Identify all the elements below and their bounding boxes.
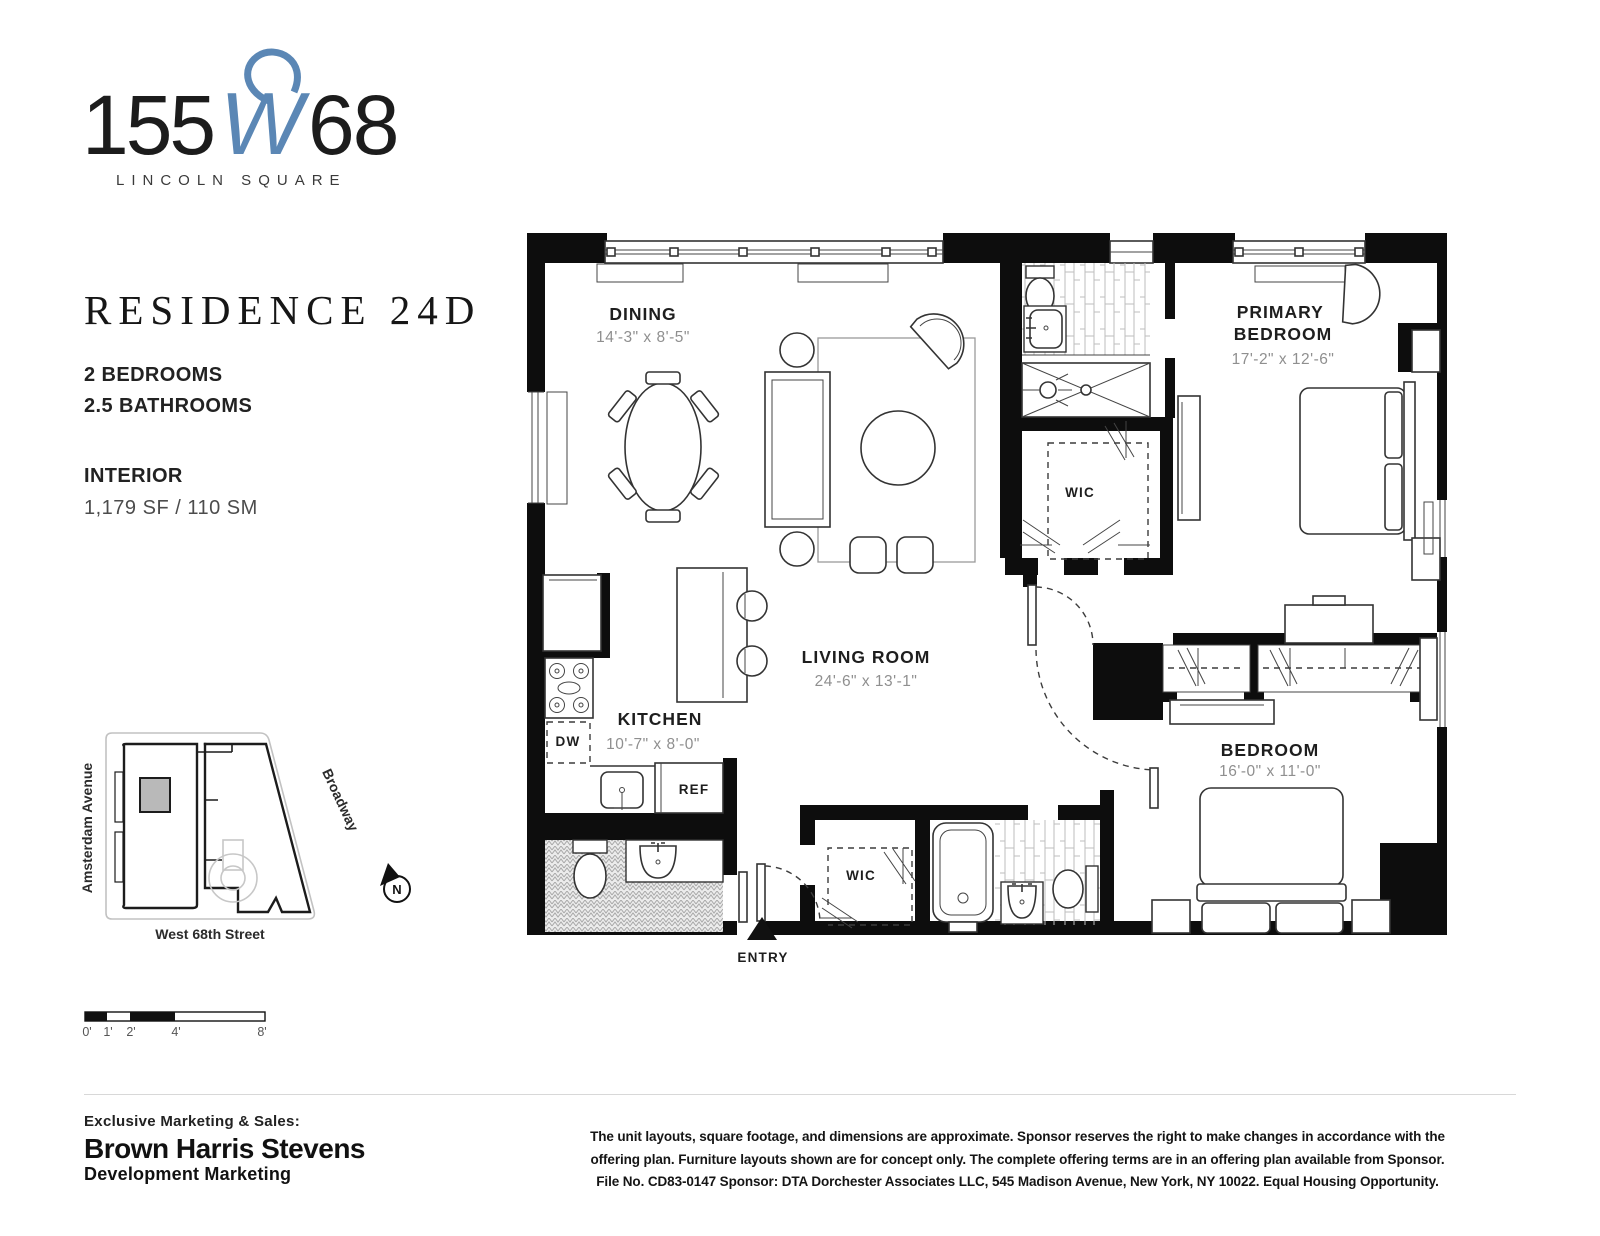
interior-label: INTERIOR <box>84 465 183 487</box>
ottoman-1 <box>850 537 886 573</box>
residence-title: RESIDENCE 24D <box>84 287 482 333</box>
window-bath-primary <box>1110 241 1153 263</box>
bath2-toilet <box>1053 866 1098 912</box>
logo-w: W <box>220 74 304 173</box>
dims-bedroom: 16'-0" x 11'-0" <box>1219 763 1321 780</box>
powder-toilet <box>573 840 607 898</box>
label-dw: DW <box>555 734 581 749</box>
nightstand-primary-1 <box>1412 330 1440 372</box>
footer-divider <box>84 1094 1516 1095</box>
label-dining: DINING <box>609 304 677 324</box>
primary-console <box>1285 596 1373 643</box>
bath2-sink <box>1001 882 1043 924</box>
svg-text:0': 0' <box>82 1025 92 1039</box>
label-bedroom: BEDROOM <box>1220 740 1320 760</box>
label-living-room: LIVING ROOM <box>801 647 931 667</box>
dining-set <box>607 372 719 522</box>
primary-bed <box>1300 382 1415 540</box>
floor-plan <box>500 225 1470 970</box>
powder-door-leaf <box>739 872 747 922</box>
disclaimer-line-3: File No. CD83-0147 Sponsor: DTA Dorchester Associates LLC, 545 Madison Avenue, New York, NY 10022. Equal Housing Opportunity. <box>596 1174 1439 1189</box>
bedroom-bench <box>1170 700 1274 724</box>
building-logo <box>80 42 420 192</box>
nightstand-primary-2 <box>1412 538 1440 580</box>
stool-1 <box>737 591 767 621</box>
svg-text:N: N <box>392 882 402 897</box>
bedroom-bed <box>1197 788 1346 933</box>
window-seat-dining <box>597 264 683 282</box>
site-map <box>70 700 430 1050</box>
kitchen-sink <box>590 766 655 810</box>
dresser-primary <box>1178 396 1200 520</box>
label-primary-bedroom: PRIMARY BEDROOM <box>1233 302 1333 344</box>
primary-door-leaf <box>1028 585 1036 645</box>
side-table-top <box>780 333 814 367</box>
compass-north-icon <box>380 863 410 902</box>
ottoman-2 <box>897 537 933 573</box>
coffee-table <box>861 411 935 485</box>
scale-bar <box>82 1012 266 1039</box>
armchair-living <box>909 313 966 370</box>
range-stove <box>545 658 593 718</box>
svg-text:8': 8' <box>257 1025 267 1039</box>
street-broadway: Broadway <box>319 766 362 834</box>
nightstand-bedroom-1 <box>1152 900 1190 933</box>
logo-155: 155 <box>82 78 214 172</box>
dims-kitchen: 10'-7" x 8'-0" <box>606 736 700 753</box>
svg-text:2': 2' <box>126 1025 136 1039</box>
logo-68: 68 <box>308 78 398 172</box>
street-west68: West 68th Street <box>155 926 265 942</box>
interior-area: 1,179 SF / 110 SM <box>84 497 258 519</box>
pantry-cabinet <box>543 575 601 651</box>
label-wic-primary: WIC <box>1065 485 1095 500</box>
primary-sink <box>1024 306 1066 352</box>
window-dining-west <box>527 392 545 503</box>
label-entry: ENTRY <box>737 950 789 965</box>
dims-living-room: 24'-6" x 13'-1" <box>814 673 918 690</box>
disclaimer-line-2: offering plan. Furniture layouts shown are for concept only. The complete offering terms are in an offering plan available from Sponsor. <box>590 1151 1445 1167</box>
sales-label: Exclusive Marketing & Sales: <box>84 1113 300 1130</box>
sofa <box>765 372 830 527</box>
powder-sink <box>640 843 676 878</box>
dims-primary-bedroom: 17'-2" x 12'-6" <box>1231 351 1335 368</box>
bathtub <box>933 823 993 932</box>
primary-door-swing <box>1036 587 1093 645</box>
kitchen-island <box>677 568 767 702</box>
building-footprint <box>115 744 310 912</box>
nightstand-bedroom-2 <box>1352 900 1390 933</box>
radiator-dining <box>547 392 567 504</box>
label-wic-entry: WIC <box>846 868 876 883</box>
dims-dining: 14'-3" x 8'-5" <box>596 329 690 346</box>
bathrooms-spec: 2.5 BATHROOMS <box>84 395 253 417</box>
stool-2 <box>737 646 767 676</box>
window-bedroom-east <box>1437 632 1447 727</box>
disclaimer-line-1: The unit layouts, square footage, and dimensions are approximate. Sponsor reserves the right to make changes in accordance with the <box>590 1129 1445 1144</box>
shower <box>1022 363 1150 417</box>
street-amsterdam: Amsterdam Avenue <box>79 762 95 894</box>
svg-text:4': 4' <box>171 1025 181 1039</box>
bedroom-desk <box>1420 638 1437 720</box>
label-ref: REF <box>678 782 710 797</box>
legal-disclaimer <box>575 1126 1460 1194</box>
wic2 <box>820 848 915 928</box>
label-kitchen: KITCHEN <box>617 709 703 729</box>
bedroom-closets <box>1163 645 1437 692</box>
bedroom-door-leaf <box>1150 768 1158 808</box>
svg-text:1': 1' <box>103 1025 113 1039</box>
window-seat-living <box>798 264 888 282</box>
window-band-primary <box>1233 241 1365 263</box>
logo-subtitle: LINCOLN SQUARE <box>116 172 347 189</box>
unit-24d-highlight <box>140 778 170 812</box>
side-table-bottom <box>780 532 814 566</box>
window-band-living <box>605 241 943 263</box>
window-seat-primary <box>1255 266 1345 282</box>
bedrooms-spec: 2 BEDROOMS <box>84 364 223 386</box>
entry-door-leaf <box>757 864 765 921</box>
living-room-furniture <box>765 313 975 573</box>
brokerage-brand-sub: Development Marketing <box>84 1164 292 1184</box>
brokerage-brand: Brown Harris Stevens <box>84 1133 365 1164</box>
